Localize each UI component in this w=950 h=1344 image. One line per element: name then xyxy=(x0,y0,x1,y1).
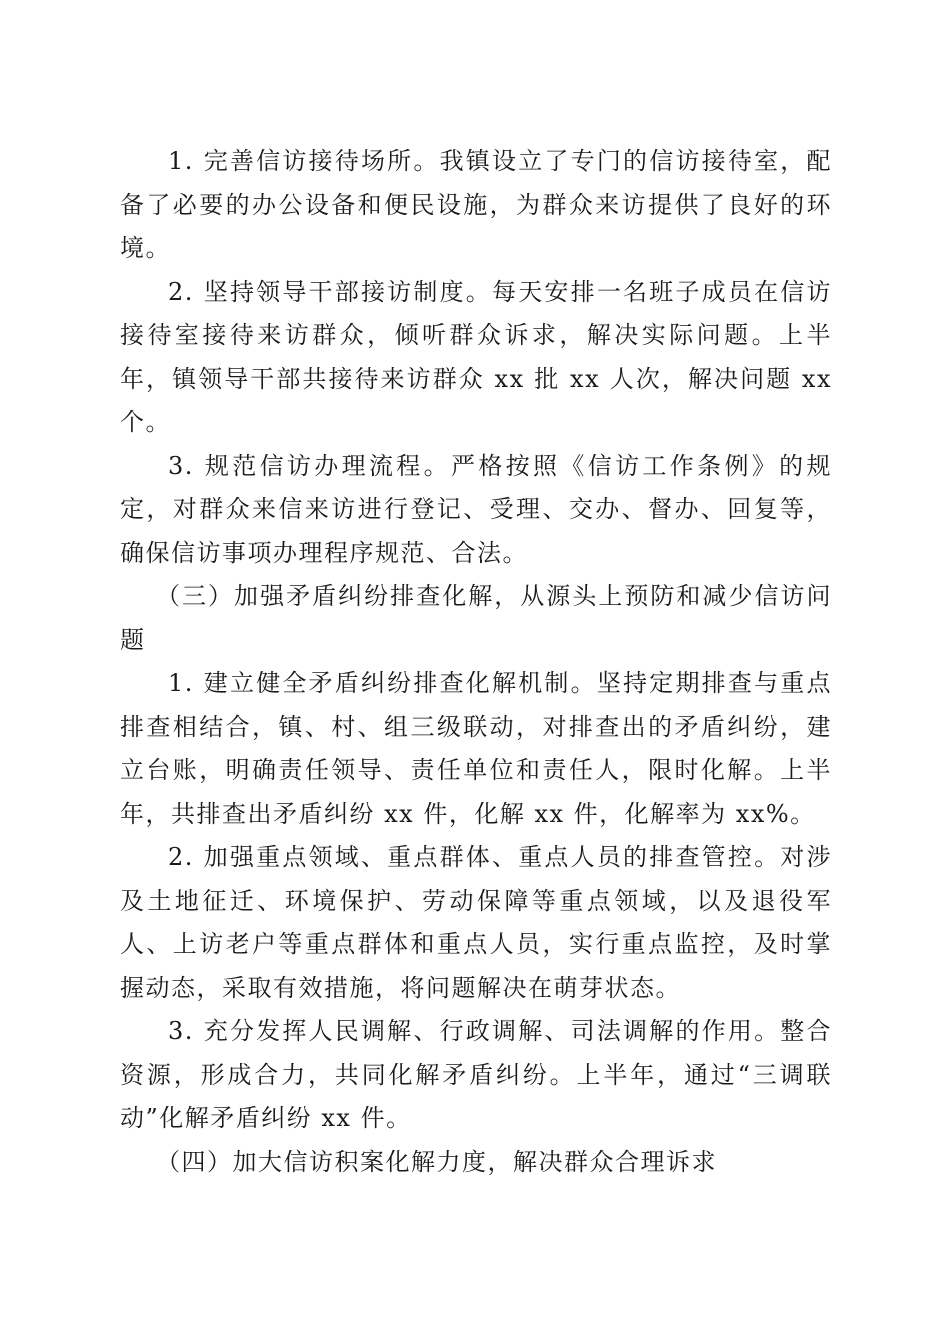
paragraph-item-1: 1. 完善信访接待场所。我镇设立了专门的信访接待室，配备了必要的办公设备和便民设施，为群众来访提供了良好的环境。 xyxy=(120,147,832,262)
section-heading-4: （四）加大信访积案化解力度，解决群众合理诉求 xyxy=(156,1147,717,1176)
paragraph-item-3: 3. 规范信访办理流程。严格按照《信访工作条例》的规定，对群众来信来访进行登记、受理、交办、督办、回复等，确保信访事项办理程序规范、合法。 xyxy=(120,451,832,567)
paragraph-item-6: 3. 充分发挥人民调解、行政调解、司法调解的作用。整合资源，形成合力，共同化解矛盾纠纷。上半年，通过“三调联动”化解矛盾纠纷 xx 件。 xyxy=(120,1017,832,1132)
document-body xyxy=(120,140,832,1184)
section-heading-3: （三）加强矛盾纠纷排查化解，从源头上预防和减少信访问题 xyxy=(120,582,832,654)
paragraph-item-2: 2. 坚持领导干部接访制度。每天安排一名班子成员在信访接待室接待来访群众，倾听群众诉求，解决实际问题。上半年，镇领导干部共接待来访群众 xx 批 xx 人次，解决问题 xx 个。 xyxy=(120,277,832,436)
paragraph-item-4: 1. 建立健全矛盾纠纷排查化解机制。坚持定期排查与重点排查相结合，镇、村、组三级联动，对排查出的矛盾纠纷，建立台账，明确责任领导、责任单位和责任人，限时化解。上半年，共排查出矛盾纠纷 xx 件，化解 xx 件，化解率为 xx%。 xyxy=(120,669,832,828)
paragraph-item-5: 2. 加强重点领域、重点群体、重点人员的排查管控。对涉及土地征迁、环境保护、劳动保障等重点领域，以及退役军人、上访老户等重点群体和重点人员，实行重点监控，及时掌握动态，采取有效措施，将问题解决在萌芽状态。 xyxy=(120,843,832,1002)
